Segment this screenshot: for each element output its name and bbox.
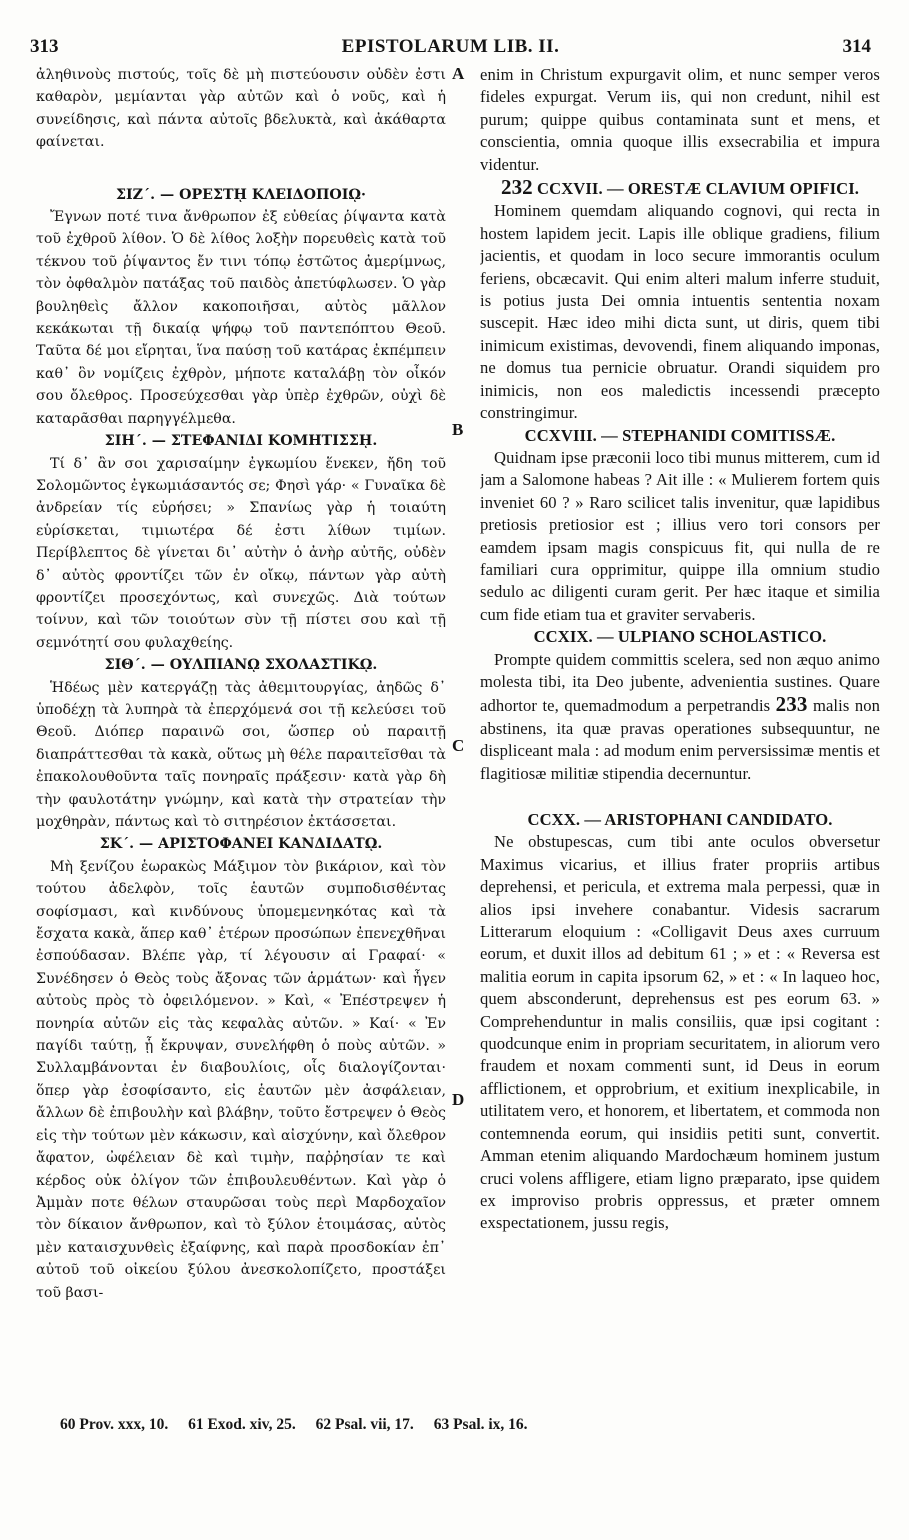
latin-letter-219-part-a: Prompte quidem committis scelera, sed non æquo animo molesta tibi, ita Deo jubente, advenientia sustines. Quare adhortor te, quemadmodum a perpetrandis bbox=[480, 649, 880, 716]
latin-heading-217 bbox=[480, 176, 880, 200]
latin-heading-217-text: CCXVII. — ORESTÆ CLAVIUM OPIFICI. bbox=[537, 179, 860, 199]
greek-heading-220: ΣΚ΄. — ΑΡΙΣΤΟΦΑΝΕΙ ΚΑΝΔΙΔΑΤῼ. bbox=[99, 836, 383, 853]
latin-heading-219: CCXIX. — ULPIANO SCHOLASTICO. bbox=[533, 627, 827, 647]
greek-letter-218: Τί δ᾽ ἂν σοι χαρισαίμην ἐγκωμίου ἕνεκεν, ἤδη τοῦ Σολομῶντος ἐγκωμιάσαντός σε; Φησὶ γάρ· « Γυναῖκα δὲ ἀνδρείαν τίς εὑρήσει; » Σπανίως γὰρ ἡ τοιαύτη εὑρίσκεται, τιμιωτέρα δέ ἐστι λίθων τιμίων. Περίβλεπτος δὲ γίνεται δι᾽ αὐτὴν ὁ ἀνὴρ αὐτῆς, οὐδὲν δ᾽ αὐτὸς φροντίζει τῶν ἐν οἴκῳ, πάντων γὰρ αὐτὴ φροντίζει προσεχόντως, καὶ συνεχῶς. Διὰ τούτων τοίνυν, καὶ τῶν τοιούτων σὺν τῇ πίστει σου καὶ τῇ σεμνότητί σου φυλαχθείης. bbox=[36, 455, 446, 651]
latin-heading-220: CCXX. — ARISTOPHANI CANDIDATO. bbox=[527, 810, 833, 829]
greek-letter-219: Ἡδέως μὲν κατεργάζῃ τὰς ἀθεμιτουργίας, ἀηδῶς δ᾽ ὑποδέχῃ τὰ λυπηρὰ τὰ ἐπερχόμενά σοι τῇ κελεύσει τοῦ Θεοῦ. Διόπερ παραινῶ σοι, ὥσπερ οὐ παραιτῇ διαπράττεσθαι τὰ κακὰ, οὕτως μὴ θέλε παραιτεῖσθαι τὰ ἐπακολουθοῦντα ταῖς πονηραῖς πράξεσιν· κατὰ γὰρ δὴ τὴν φαυλοτάτην γνώμην, καὶ κατὰ τὴν στρατείαν τὴν μοχθηρὰν, πάντως καὶ τὸ σιτηρέσιον ἐκτάσσεται. bbox=[36, 679, 446, 830]
margin-mark-c: C bbox=[452, 736, 465, 755]
latin-letter-220: Ne obstupescas, cum tibi ante oculos obversetur Maximus vicarius, et illius frater propriis artibus deprehensi, et pericula, et extrema mala perpessi, quæ in alios ipsi invehere conabantur. Videsis sacrarum Litterarum eloquium : «Colligavit Deus axes curruum eorum, et duxit illos ad debitum 61 ; » et : « Reversa est malitia eorum in capita ipsorum 62, » et : « In laqueo hoc, quem absconderunt, deprehensus est pes eorum 63. » Comprehenduntur in malis consiliis, quæ ipsi cogitant : quodcunque enim in propriam securitatem, in aliorum vero fraudem et noxam commenti sunt, id Deus in eorum afflictionem, et opprobrium, et exitium inexplicabile, in utilitatem vero, et honorem, et libertatem, et commoda non contemnenda eorum, qui insidiis petiti sunt, convertit. Amman etenim aliquando Mardochæum hominem justum cruci volens affligere, etiam ligno præparato, ipse quidem ex improviso probris oppressus, et præter omnem exspectationem, jussu regis, bbox=[480, 832, 880, 1233]
footnote-62: 62 Psal. vii, 17. bbox=[315, 1416, 414, 1433]
margin-mark-a: A bbox=[452, 64, 465, 83]
footnote-61: 61 Exod. xiv, 25. bbox=[188, 1416, 296, 1433]
page-header bbox=[30, 30, 871, 64]
latin-letter-219-part-b: malis non abstinens, ita quæ pravas operationes subsequuntur, ne displiceant mala : ad modum enim perversissimæ mentis et flagitiosæ militiæ stipendia decernuntur. bbox=[480, 696, 880, 783]
latin-heading-218: CCXVIII. — STEPHANIDI COMITISSÆ. bbox=[524, 425, 836, 445]
greek-heading-217: ΣΙΖ΄. — ΟΡΕΣΤῌ ΚΛΕΙΔΟΠΟΙῼ· bbox=[115, 186, 366, 203]
greek-column bbox=[36, 64, 446, 1304]
running-title: EPISTOLARUM LIB. II. bbox=[341, 36, 560, 57]
greek-heading-218: ΣΙΗ΄. — ΣΤΕΦΑΝΙΔΙ ΚΟΜΗΤΙΣΣῌ. bbox=[104, 433, 378, 450]
margin-mark-d: D bbox=[452, 1090, 465, 1109]
latin-letter-217: Hominem quemdam aliquando cognovi, qui recta in hostem lapidem jecit. Lapis ille oblique gradiens, filium jacientis, et quodam in loco secure immorantis oculum feriens, obcæcavit. Qui enim alteri malum inferre studuit, is potius justa Dei omnia intuentis sententia noxam suscepit. Hæc ideo mihi dicta sunt, ut diris, quem tibi inimicum existimas, devovendi, finem aliquando imponas, ne domus tua pernicie obruatur. Orandi siquidem pro inimicis, non eos maledictis incessendi præcepto constringimur. bbox=[480, 201, 880, 423]
latin-letter-218: Quidnam ipse præconii loco tibi munus mitterem, cum id jam a Salomone habeas ? Ait ille : « Mulierem fortem quis inveniet 60 ? » Raro scilicet talis invenitur, quæ lapidibus pretiosis pretiosior est ; illius vero tori consors per eamdem ipsam magis conspicuus fit, qui nulla de re familiari cura opprimitur, quippe illa omnium studio sedulo ac diligenti curam gerit. Per hæc itaque et similia cum fide etiam tua et graviter servaberis. bbox=[480, 447, 880, 624]
footnotes bbox=[60, 1416, 544, 1434]
column-number-232: 232 bbox=[500, 175, 533, 200]
margin-mark-b: B bbox=[452, 420, 464, 439]
greek-letter-220: Μὴ ξενίζου ἑωρακὼς Μάξιμον τὸν βικάριον, καὶ τὸν τούτου ἀδελφὸν, τοῖς ἑαυτῶν συμποδισθέντας σοφίσμασι, καὶ κινδύνους ὑπομεμενηκότας καὶ τὰ ἔσχατα κακὰ, ἅπερ καθ᾽ ἑτέρων προσώπων ἐπενεχθῆναι ἐσπούδασαν. Βλέπε γὰρ, τί λέγουσιν αἱ Γραφαί· « Συνέδησεν ὁ Θεὸς τοὺς ἄξονας τῶν ἁρμάτων· καὶ ἦγεν αὐτοὺς πρὸς τὸ ὀφειλόμενον. » Καὶ, « Ἐπέστρεψεν ἡ πονηρία αὐτῶν εἰς τὰς κεφαλὰς αὐτῶν. » Καί· « Ἐν παγίδι ταύτῃ, ᾗ ἔκρυψαν, συνελήφθη ὁ ποὺς αὐτῶν. » Συλλαμβάνονται ἐν διαβουλίοις, οἷς διαλογίζονται· ὅπερ γὰρ ἐσοφίσαντο, εἰς ἑαυτῶν μὲν ἀσφάλειαν, ἄλλων δὲ ἐπιβουλὴν καὶ βλάβην, τοῦτο ἔστρεψεν ὁ Θεὸς εἰς τὴν τούτων μὲν κάκωσιν, καὶ αἰσχύνην, καὶ ὄλεθρον ἄφατον, ὠφέλειαν δὲ καὶ τιμὴν, παῤῥησίαν τε καὶ κέρδος οὐκ ὀλίγον τῶν ἐπιβουλευθέντων. Καὶ γὰρ ὁ Ἀμμὰν ποτε θέλων σταυρῶσαι τοὺς περὶ Μαρδοχαῖον τὸν δίκαιον ἄνθρωπον, καὶ τὸ ξύλον ἑτοιμάσας, αὐτὸς μὲν καταισχυνθεὶς ἐξαίφνης, καὶ παρὰ προσδοκίαν ἐπ᾽ αὐτοῦ τοῦ οἰκείου ξύλου ἀνεσκολοπίζετο, προστάξει τοῦ βασι- bbox=[36, 858, 446, 1301]
footnote-60: 60 Prov. xxx, 10. bbox=[60, 1416, 169, 1433]
latin-letter-219 bbox=[480, 649, 880, 785]
latin-column bbox=[480, 64, 880, 1235]
latin-intro-paragraph: enim in Christum expurgavit olim, et nunc semper veros fideles expurgat. Verum iis, qui non credunt, nihil est purum; quippe quibus contaminata sunt et mens, et conscientia, omnia quoque illis exsecrabilia et impura videntur. bbox=[480, 65, 880, 174]
greek-intro-paragraph: ἀληθινοὺς πιστούς, τοῖς δὲ μὴ πιστεύουσιν οὐδὲν ἐστι καθαρὸν, μεμίανται γὰρ αὐτῶν καὶ ὁ νοῦς, καὶ ἡ συνείδησις, καὶ πάντα αὐτοῖς βδελυκτὰ, καὶ ἀκάθαρτα φαίνεται. bbox=[36, 67, 446, 151]
page-number-right: 314 bbox=[842, 36, 871, 57]
footnote-63: 63 Psal. ix, 16. bbox=[433, 1416, 528, 1433]
column-number-233: 233 bbox=[775, 692, 808, 717]
greek-heading-219: ΣΙΘ΄. — ΟΥΛΠΙΑΝῼ ΣΧΟΛΑΣΤΙΚῼ. bbox=[104, 657, 378, 674]
page-number-left: 313 bbox=[30, 36, 59, 57]
greek-letter-217: Ἔγνων ποτέ τινα ἄνθρωπον ἐξ εὐθείας ῥίψαντα κατὰ τοῦ ἐχθροῦ λίθον. Ὁ δὲ λίθος λοξὴν πορευθεὶς κατὰ τοῦ τέκνου τοῦ ῥίψαντος ἔν τινι τόπῳ ἑστῶτος ἀμερίμνως, τὸν ὀφθαλμὸν πατάξας τοῦ παιδὸς ἀπετύφλωσεν. Ὁ γὰρ βουληθεὶς ἄλλον κακοποιῆσαι, αὐτὸς μᾶλλον κεκάκωται τῇ δικαίᾳ ψήφῳ τοῦ παντεπόπτου Θεοῦ. Ταῦτα δέ μοι εἴρηται, ἵνα παύσῃ τοῦ κατάρας ἐκπέμπειν καθ᾽ ὃν νομίζεις ἐχθρὸν, μήποτε καταλάβῃ τὸν οἶκόν σου ὄλεθρος. Προσεύχεσθαι γὰρ ὑπὲρ ἐχθρῶν, οὐχὶ δὲ καταρᾶσθαι παρηγγέλμεθα. bbox=[36, 209, 446, 427]
